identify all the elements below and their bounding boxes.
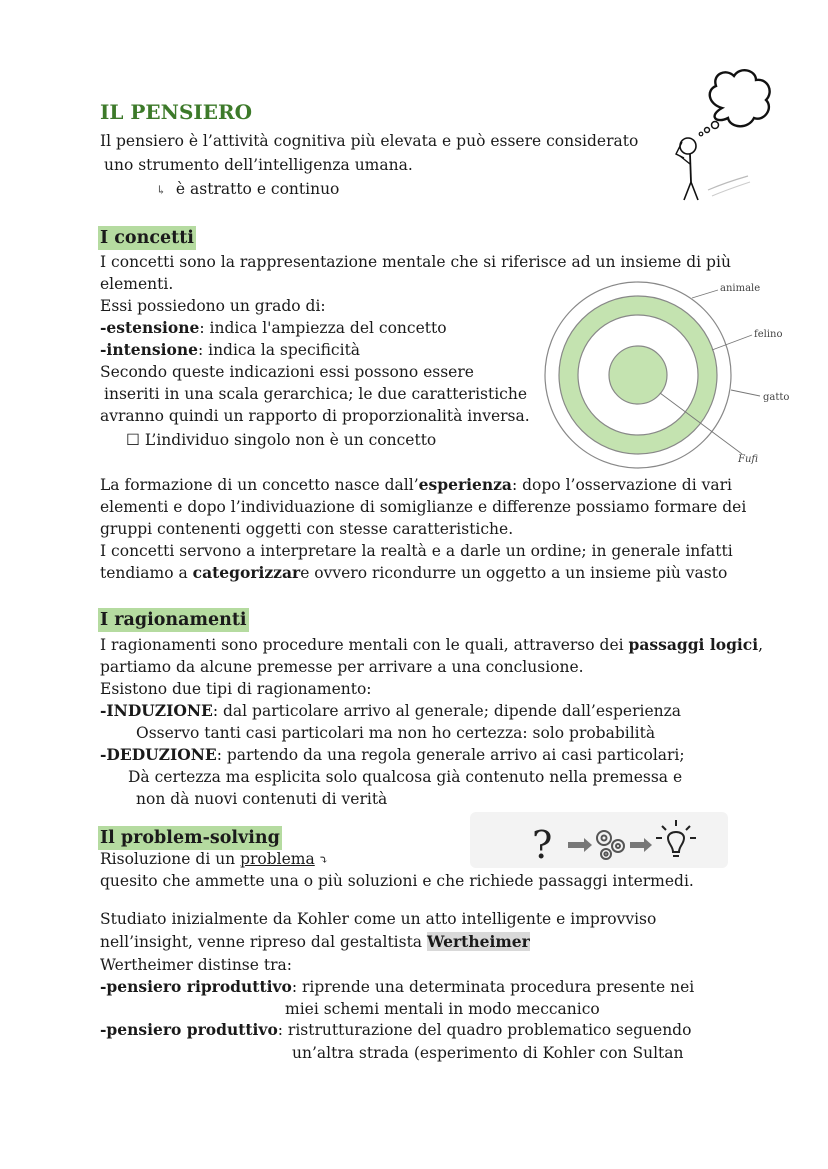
problem-line-3: Studiato inizialmente da Kohler come un atto intelligente e improvviso	[100, 910, 657, 928]
checkbox-icon: ☐	[126, 431, 140, 449]
thinking-figure-icon	[660, 68, 785, 208]
concetti-line-6: Secondo queste indicazioni essi possono essere	[100, 363, 474, 381]
heading-concetti: I concetti	[100, 228, 194, 248]
intro-line-1: Il pensiero è l’attività cognitiva più elevata e può essere considerato	[100, 132, 639, 150]
pensiero-riproduttivo: -pensiero riproduttivo: riprende una determinata procedura presente nei	[100, 977, 695, 996]
concetti-line-1: I concetti sono la rappresentazione mentale che si riferisce ad un insieme di più	[100, 253, 731, 271]
concetti-p2-line-3: gruppi contenenti oggetti con stesse caratteristiche.	[100, 520, 514, 538]
heading-problem-solving: Il problem-solving	[100, 828, 280, 848]
deduzione-note-1: Dà certezza ma esplicita solo qualcosa già contenuto nella premessa e	[128, 768, 683, 786]
pensiero-produttivo: -pensiero produttivo: ristrutturazione del quadro problematico seguendo	[100, 1020, 692, 1039]
intro-line-2: uno strumento dell’intelligenza umana.	[104, 156, 413, 174]
problem-line-4: nell’insight, venne ripreso dal gestaltista Wertheimer	[100, 932, 530, 951]
concetti-line-3: Essi possiedono un grado di:	[100, 297, 326, 315]
concetti-estensione: -estensione: indica l'ampiezza del concetto	[100, 318, 447, 337]
heading-ragionamenti: I ragionamenti	[100, 610, 247, 630]
concetti-line-7: inseriti in una scala gerarchica; le due caratteristiche	[104, 385, 528, 403]
pensiero-riproduttivo-cont: miei schemi mentali in modo meccanico	[285, 1000, 600, 1018]
ragionamenti-line-1: I ragionamenti sono procedure mentali con le quali, attraverso dei passaggi logici,	[100, 635, 764, 654]
label-gatto: gatto	[763, 392, 790, 403]
intro-line-3: ↳ è astratto e continuo	[156, 180, 340, 198]
induzione-note: Osservo tanti casi particolari ma non ho certezza: solo probabilità	[136, 724, 656, 742]
induzione-line: -INDUZIONE: dal particolare arrivo al generale; dipende dall’esperienza	[100, 701, 682, 720]
concetti-p2-line-1: La formazione di un concetto nasce dall’esperienza: dopo l’osservazione di vari	[100, 475, 732, 494]
problem-line-5: Wertheimer distinse tra:	[100, 956, 292, 974]
deduzione-note-2: non dà nuovi contenuti di verità	[136, 790, 388, 808]
concetti-line-2: elementi.	[100, 275, 174, 293]
pensiero-produttivo-cont: un’altra strada (esperimento di Kohler con Sultan	[292, 1044, 684, 1062]
concetti-p2-line-2: elementi e dopo l’individuazione di somiglianze e differenze possiamo formare dei	[100, 498, 747, 516]
ragionamenti-line-2: partiamo da alcune premesse per arrivare a una conclusione.	[100, 658, 584, 676]
ring-fufi	[609, 346, 667, 404]
concept-hierarchy-diagram	[530, 280, 800, 470]
problem-solving-illustration	[470, 808, 730, 870]
return-arrow-icon: ↳	[156, 183, 167, 197]
concetti-p2-line-4: I concetti servono a interpretare la realtà e a darle un ordine; in generale infatti	[100, 542, 733, 560]
concetti-intensione: -intensione: indica la specificità	[100, 340, 361, 359]
label-fufi: Fufi	[738, 454, 759, 465]
problem-line-2: quesito che ammette una o più soluzioni e che richiede passaggi intermedi.	[100, 872, 694, 890]
deduzione-line: -DEDUZIONE: partendo da una regola generale arrivo ai casi particolari;	[100, 745, 685, 764]
concetti-line-8: avranno quindi un rapporto di proporzionalità inversa.	[100, 407, 530, 425]
label-felino: felino	[754, 329, 783, 340]
ragionamenti-line-3: Esistono due tipi di ragionamento:	[100, 680, 372, 698]
question-mark-icon: ?	[532, 823, 553, 867]
concetti-p2-line-5: tendiamo a categorizzare ovvero ricondurre un oggetto a un insieme più vasto	[100, 563, 728, 582]
problem-line-1: Risoluzione di un problema ⤵	[100, 850, 329, 868]
page-title: IL PENSIERO	[100, 100, 253, 124]
concetti-line-9: ☐ L’individuo singolo non è un concetto	[126, 431, 437, 449]
label-animale: animale	[720, 283, 761, 294]
